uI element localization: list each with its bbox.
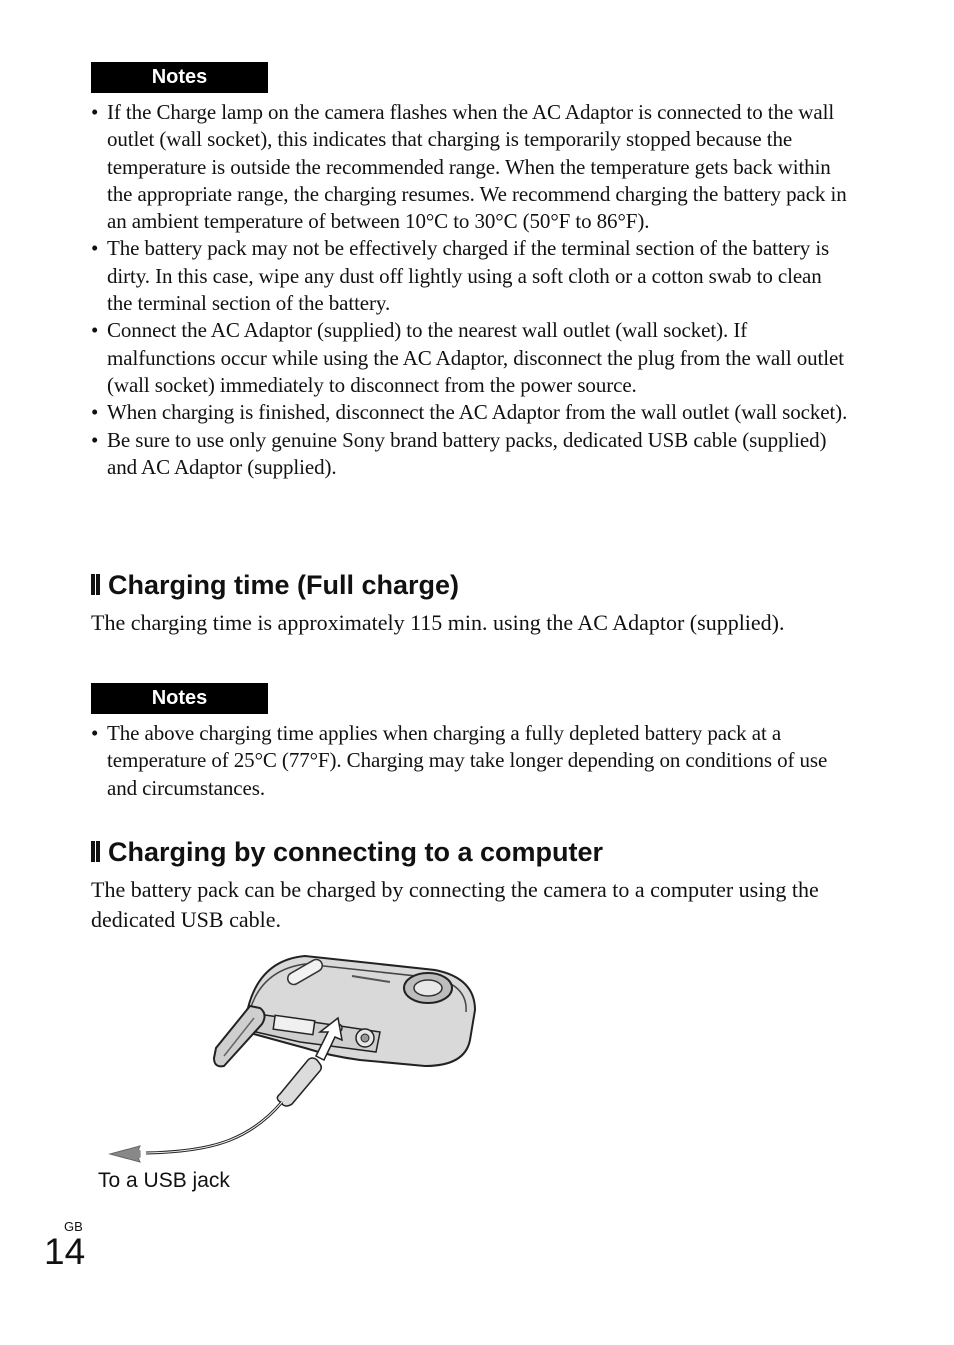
camera-usb-illustration	[90, 948, 490, 1168]
notes-label: Notes	[91, 683, 268, 714]
arrow-left-icon	[110, 1146, 140, 1162]
section-heading	[91, 835, 603, 869]
section-heading-text: Charging time (Full charge)	[108, 570, 460, 600]
section-heading-text: Charging by connecting to a computer	[108, 837, 604, 867]
usb-plug	[277, 1058, 321, 1106]
list-item: • The battery pack may not be effectively charged if the terminal section of the battery is dirty. In this case, wipe any dust off lightly using a soft cloth or a cotton swab to clean the terminal section of the battery.	[91, 235, 851, 317]
list-item: • The above charging time applies when charging a fully depleted battery pack at a temperature of 25°C (77°F). Charging may take longer depending on conditions of use and circumstances.	[91, 720, 851, 802]
body-paragraph: The charging time is approximately 115 min. using the AC Adaptor (supplied).	[91, 610, 785, 635]
list-item: • If the Charge lamp on the camera flashes when the AC Adaptor is connected to the wall outlet (wall socket), this indicates that charging is temporarily stopped because the temperature is outside the recommended range. When the temperature gets back within the appropriate range, the charging resumes. We recommend charging the battery pack in an ambient temperature of between 10°C to 30°C (50°F to 86°F).	[91, 99, 851, 235]
notes-list	[91, 720, 851, 802]
figure-caption: To a USB jack	[98, 1169, 230, 1192]
list-item: • Connect the AC Adaptor (supplied) to the nearest wall outlet (wall socket). If malfunctions occur while using the AC Adaptor, disconnect the plug from the wall outlet (wall socket) immediately to disconnect from the power source.	[91, 317, 851, 399]
heading-marker-icon	[91, 841, 100, 862]
notes-list	[91, 99, 851, 481]
section-heading	[91, 568, 459, 602]
notes-label: Notes	[91, 62, 268, 93]
page-number: 14	[44, 1231, 86, 1272]
list-item: • When charging is finished, disconnect the AC Adaptor from the wall outlet (wall socket).	[91, 399, 851, 426]
region-code: GB	[64, 1219, 83, 1234]
heading-marker-icon	[91, 574, 100, 595]
body-paragraph: The battery pack can be charged by connecting the camera to a computer using the dedicated USB cable.	[91, 877, 819, 932]
list-item: • Be sure to use only genuine Sony brand battery packs, dedicated USB cable (supplied) and AC Adaptor (supplied).	[91, 427, 851, 482]
